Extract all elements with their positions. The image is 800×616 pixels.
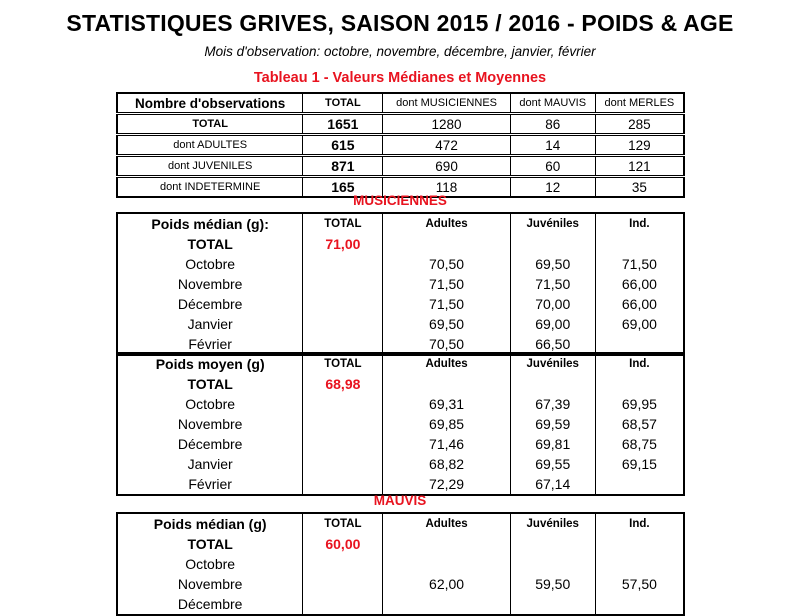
table-cell: 69,85 xyxy=(383,414,510,434)
table-cell: 690 xyxy=(383,156,510,177)
page-subtitle: Mois d'observation: octobre, novembre, décembre, janvier, février xyxy=(204,44,596,59)
page-title: STATISTIQUES GRIVES, SAISON 2015 / 2016 - POIDS & AGE xyxy=(66,10,734,36)
table-cell xyxy=(595,594,684,615)
table-cell xyxy=(383,554,510,574)
column-header: Juvéniles xyxy=(510,213,595,234)
table-cell: 69,00 xyxy=(510,314,595,334)
total-row xyxy=(117,534,684,554)
row-label: Décembre xyxy=(117,594,303,615)
table-cell: 71,50 xyxy=(510,274,595,294)
table-cell: 69,00 xyxy=(595,314,684,334)
table-cell: 60 xyxy=(510,156,595,177)
row-label: Décembre xyxy=(117,434,303,454)
section-title-musiciennes: MUSICIENNES xyxy=(353,193,447,208)
table-cell: 165 xyxy=(303,177,383,198)
table-header-row xyxy=(117,93,684,114)
column-header: Poids moyen (g) xyxy=(117,353,303,374)
column-header: Ind. xyxy=(595,213,684,234)
table-row xyxy=(117,474,684,495)
table-cell xyxy=(303,274,383,294)
row-label: Novembre xyxy=(117,274,303,294)
table-row xyxy=(117,434,684,454)
table-cell xyxy=(303,454,383,474)
table-cell: 68,57 xyxy=(595,414,684,434)
table-cell: 57,50 xyxy=(595,574,684,594)
table-row xyxy=(117,156,684,177)
column-header: Adultes xyxy=(383,213,510,234)
table-cell: 69,59 xyxy=(510,414,595,434)
table-cell: 118 xyxy=(383,177,510,198)
row-label: Janvier xyxy=(117,454,303,474)
table-cell: 14 xyxy=(510,135,595,156)
table-cell: 69,95 xyxy=(595,394,684,414)
column-header: Ind. xyxy=(595,353,684,374)
table-cell xyxy=(303,294,383,314)
table-cell: 69,31 xyxy=(383,394,510,414)
row-label: dont INDETERMINE xyxy=(117,177,303,198)
table-cell: 72,29 xyxy=(383,474,510,495)
table-row xyxy=(117,594,684,615)
table-header-row xyxy=(117,213,684,234)
table-cell: 68,75 xyxy=(595,434,684,454)
column-header: Juvéniles xyxy=(510,353,595,374)
column-header: dont MUSICIENNES xyxy=(383,93,510,114)
table-cell xyxy=(383,594,510,615)
table-header-row xyxy=(117,513,684,534)
table-cell xyxy=(303,394,383,414)
table-cell xyxy=(595,474,684,495)
table-cell xyxy=(303,314,383,334)
row-label: Février xyxy=(117,334,303,355)
row-label: dont JUVENILES xyxy=(117,156,303,177)
table-cell: 71,50 xyxy=(383,274,510,294)
table-row xyxy=(117,274,684,294)
table-cell: 871 xyxy=(303,156,383,177)
column-header: Ind. xyxy=(595,513,684,534)
table-cell: 86 xyxy=(510,114,595,135)
row-label: Octobre xyxy=(117,254,303,274)
table-cell: 66,50 xyxy=(510,334,595,355)
table-cell: 66,00 xyxy=(595,274,684,294)
table-cell: 71,46 xyxy=(383,434,510,454)
table-cell: 70,00 xyxy=(510,294,595,314)
table-cell: 615 xyxy=(303,135,383,156)
column-header: Juvéniles xyxy=(510,513,595,534)
table-cell xyxy=(303,434,383,454)
column-header: TOTAL xyxy=(303,93,383,114)
table-cell: 69,50 xyxy=(383,314,510,334)
table-caption: Tableau 1 - Valeurs Médianes et Moyennes xyxy=(253,70,547,86)
column-header: Poids médian (g): xyxy=(117,213,303,234)
table-cell xyxy=(303,554,383,574)
table-cell: 285 xyxy=(595,114,684,135)
column-header: TOTAL xyxy=(303,513,383,534)
row-label: Novembre xyxy=(117,574,303,594)
row-label: Novembre xyxy=(117,414,303,434)
total-row xyxy=(117,234,684,254)
table-row xyxy=(117,254,684,274)
table-cell: 12 xyxy=(510,177,595,198)
table-cell: 59,50 xyxy=(510,574,595,594)
musiciennes-mean-table xyxy=(116,352,685,496)
row-label: dont ADULTES xyxy=(117,135,303,156)
column-header: TOTAL xyxy=(303,213,383,234)
table-row xyxy=(117,314,684,334)
table-cell xyxy=(303,254,383,274)
row-label: Janvier xyxy=(117,314,303,334)
table-cell xyxy=(510,594,595,615)
table-row xyxy=(117,414,684,434)
table-cell: 62,00 xyxy=(383,574,510,594)
table-cell xyxy=(303,574,383,594)
table-row xyxy=(117,135,684,156)
table-row xyxy=(117,394,684,414)
column-header: TOTAL xyxy=(303,353,383,374)
table-cell: 69,55 xyxy=(510,454,595,474)
table-row xyxy=(117,574,684,594)
section-title-mauvis: MAUVIS xyxy=(373,493,427,508)
total-value: 71,00 xyxy=(303,234,383,254)
row-label: Octobre xyxy=(117,554,303,574)
total-value: 60,00 xyxy=(303,534,383,554)
table-cell: 67,14 xyxy=(510,474,595,495)
column-header: Nombre d'observations xyxy=(117,93,303,114)
row-label: Octobre xyxy=(117,394,303,414)
table-cell: 70,50 xyxy=(383,334,510,355)
row-label: TOTAL xyxy=(117,114,303,135)
table-cell: 121 xyxy=(595,156,684,177)
table-cell: 472 xyxy=(383,135,510,156)
table-cell: 69,50 xyxy=(510,254,595,274)
column-header: Adultes xyxy=(383,513,510,534)
total-value: 68,98 xyxy=(303,374,383,394)
musiciennes-median-table xyxy=(116,212,685,356)
column-header: Poids médian (g) xyxy=(117,513,303,534)
table-cell: 35 xyxy=(595,177,684,198)
table-cell: 71,50 xyxy=(383,294,510,314)
observations-table xyxy=(116,92,685,198)
table-cell: 68,82 xyxy=(383,454,510,474)
mauvis-median-table xyxy=(116,512,685,616)
table-cell: 70,50 xyxy=(383,254,510,274)
table-cell xyxy=(303,474,383,495)
table-cell xyxy=(595,554,684,574)
table-cell: 66,00 xyxy=(595,294,684,314)
table-cell xyxy=(303,594,383,615)
table-cell: 1280 xyxy=(383,114,510,135)
row-label: Décembre xyxy=(117,294,303,314)
total-row xyxy=(117,374,684,394)
column-header: dont MAUVIS xyxy=(510,93,595,114)
row-label: TOTAL xyxy=(117,234,303,254)
row-label: Février xyxy=(117,474,303,495)
table-row xyxy=(117,554,684,574)
column-header: Adultes xyxy=(383,353,510,374)
table-cell xyxy=(303,414,383,434)
table-cell: 69,15 xyxy=(595,454,684,474)
table-header-row xyxy=(117,353,684,374)
table-cell: 67,39 xyxy=(510,394,595,414)
table-row xyxy=(117,114,684,135)
column-header: dont MERLES xyxy=(595,93,684,114)
table-row xyxy=(117,294,684,314)
row-label: TOTAL xyxy=(117,534,303,554)
table-cell: 69,81 xyxy=(510,434,595,454)
row-label: TOTAL xyxy=(117,374,303,394)
table-cell: 71,50 xyxy=(595,254,684,274)
table-row xyxy=(117,454,684,474)
table-cell xyxy=(510,554,595,574)
table-cell: 1651 xyxy=(303,114,383,135)
table-cell: 129 xyxy=(595,135,684,156)
